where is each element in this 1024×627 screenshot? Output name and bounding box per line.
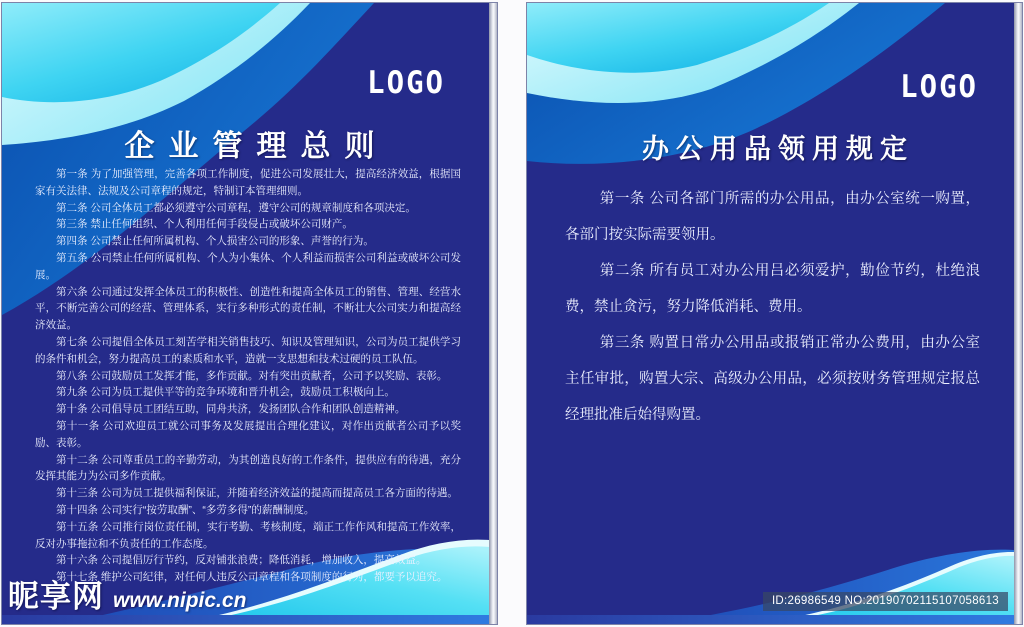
article-paragraph: 第十二条 公司尊重员工的辛勤劳动，为其创造良好的工作条件，提供应有的待遇，充分发挥其能力为公司多作贡献。 <box>35 453 461 483</box>
watermark <box>8 571 246 616</box>
poster-office-supplies-rules <box>526 2 1023 625</box>
article-paragraph: 第五条 公司禁止任何所属机构、个人为小集体、个人利益而损害公司利益或破坏公司发展。 <box>35 251 461 281</box>
articles-list <box>35 166 461 586</box>
article-paragraph: 第四条 公司禁止任何所属机构、个人损害公司的形象、声誉的行为。 <box>56 235 374 248</box>
page-edge-shadow <box>489 3 497 624</box>
article-paragraph: 第六条 公司通过发挥全体员工的积极性、创造性和提高全体员工的销售、管理、经营水平，不断完善公司的经营、管理体系，实行多种形式的责任制，不断壮大公司实力和提高经济效益。 <box>35 285 461 332</box>
article-paragraph: 第九条 公司为员工提供平等的竞争环境和晋升机会，鼓励员工积极向上。 <box>56 386 395 399</box>
article-paragraph: 第一条 公司各部门所需的办公用品，由办公室统一购置，各部门按实际需要领用。 <box>565 191 980 243</box>
poster-enterprise-rules <box>1 2 498 625</box>
nipic-site-name: 昵享网 <box>8 579 104 614</box>
article-paragraph: 第八条 公司鼓励员工发挥才能，多作贡献。对有突出贡献者，公司予以奖励、表彰。 <box>56 369 448 382</box>
poster-title: 办公用品领用规定 <box>642 134 914 164</box>
article-paragraph: 第十四条 公司实行“按劳取酬”、“多劳多得”的薪酬制度。 <box>56 503 315 516</box>
article-paragraph: 第十一条 公司欢迎员工就公司事务及发展提出合理化建议，对作出贡献者公司予以奖励、表彰。 <box>35 419 461 449</box>
logo-text: LOGO <box>900 67 978 105</box>
article-paragraph: 第十七条 维护公司纪律，对任何人违反公司章程和各项制度的行为，都要予以追究。 <box>56 571 448 584</box>
article-paragraph: 第三条 禁止任何组织、个人利用任何手段侵占或破坏公司财产。 <box>56 218 353 231</box>
article-paragraph: 第七条 公司提倡全体员工刻苦学相关销售技巧、知识及管理知识，公司为员工提供学习的条件和机会，努力提高员工的素质和水平，造就一支思想和技术过硬的员工队伍。 <box>35 335 461 365</box>
article-paragraph: 第二条 所有员工对办公用吕必须爱护，勤俭节约，杜绝浪费，禁止贪污，努力降低消耗、费用。 <box>565 263 980 315</box>
poster-title: 企业管理总则 <box>124 130 389 163</box>
article-paragraph: 第三条 购置日常办公用品或报销正常办公费用，由办公室主任审批，购置大宗、高级办公用品，必须按财务管理规定报总经理批准后始得购置。 <box>565 335 980 423</box>
article-paragraph: 第十三条 公司为员工提供福利保证，并随着经济效益的提高而提高员工各方面的待遇。 <box>56 487 458 500</box>
logo-text: LOGO <box>367 63 445 101</box>
article-paragraph: 第十五条 公司推行岗位责任制，实行考勤、考核制度，端正工作作风和提高工作效率，反对办事拖拉和不负责任的工作态度。 <box>35 520 461 550</box>
nipic-site-url: www.nipic.cn <box>113 589 247 612</box>
page-edge-shadow <box>1014 3 1022 624</box>
article-paragraph: 第十六条 公司提倡厉行节约，反对铺张浪费；降低消耗，增加收入，提高效益。 <box>56 554 427 567</box>
articles-list <box>565 181 980 433</box>
image-id-badge: ID:26986549 NO:20190702115107058613 <box>763 592 1008 611</box>
article-paragraph: 第二条 公司全体员工都必须遵守公司章程，遵守公司的规章制度和各项决定。 <box>56 201 416 214</box>
article-paragraph: 第十条 公司倡导员工团结互助，同舟共济，发扬团队合作和团队创造精神。 <box>56 403 406 416</box>
article-paragraph: 第一条 为了加强管理，完善各项工作制度，促进公司发展壮大，提高经济效益，根据国家有关法律、法规及公司章程的规定，特制订本管理细则。 <box>35 168 461 197</box>
